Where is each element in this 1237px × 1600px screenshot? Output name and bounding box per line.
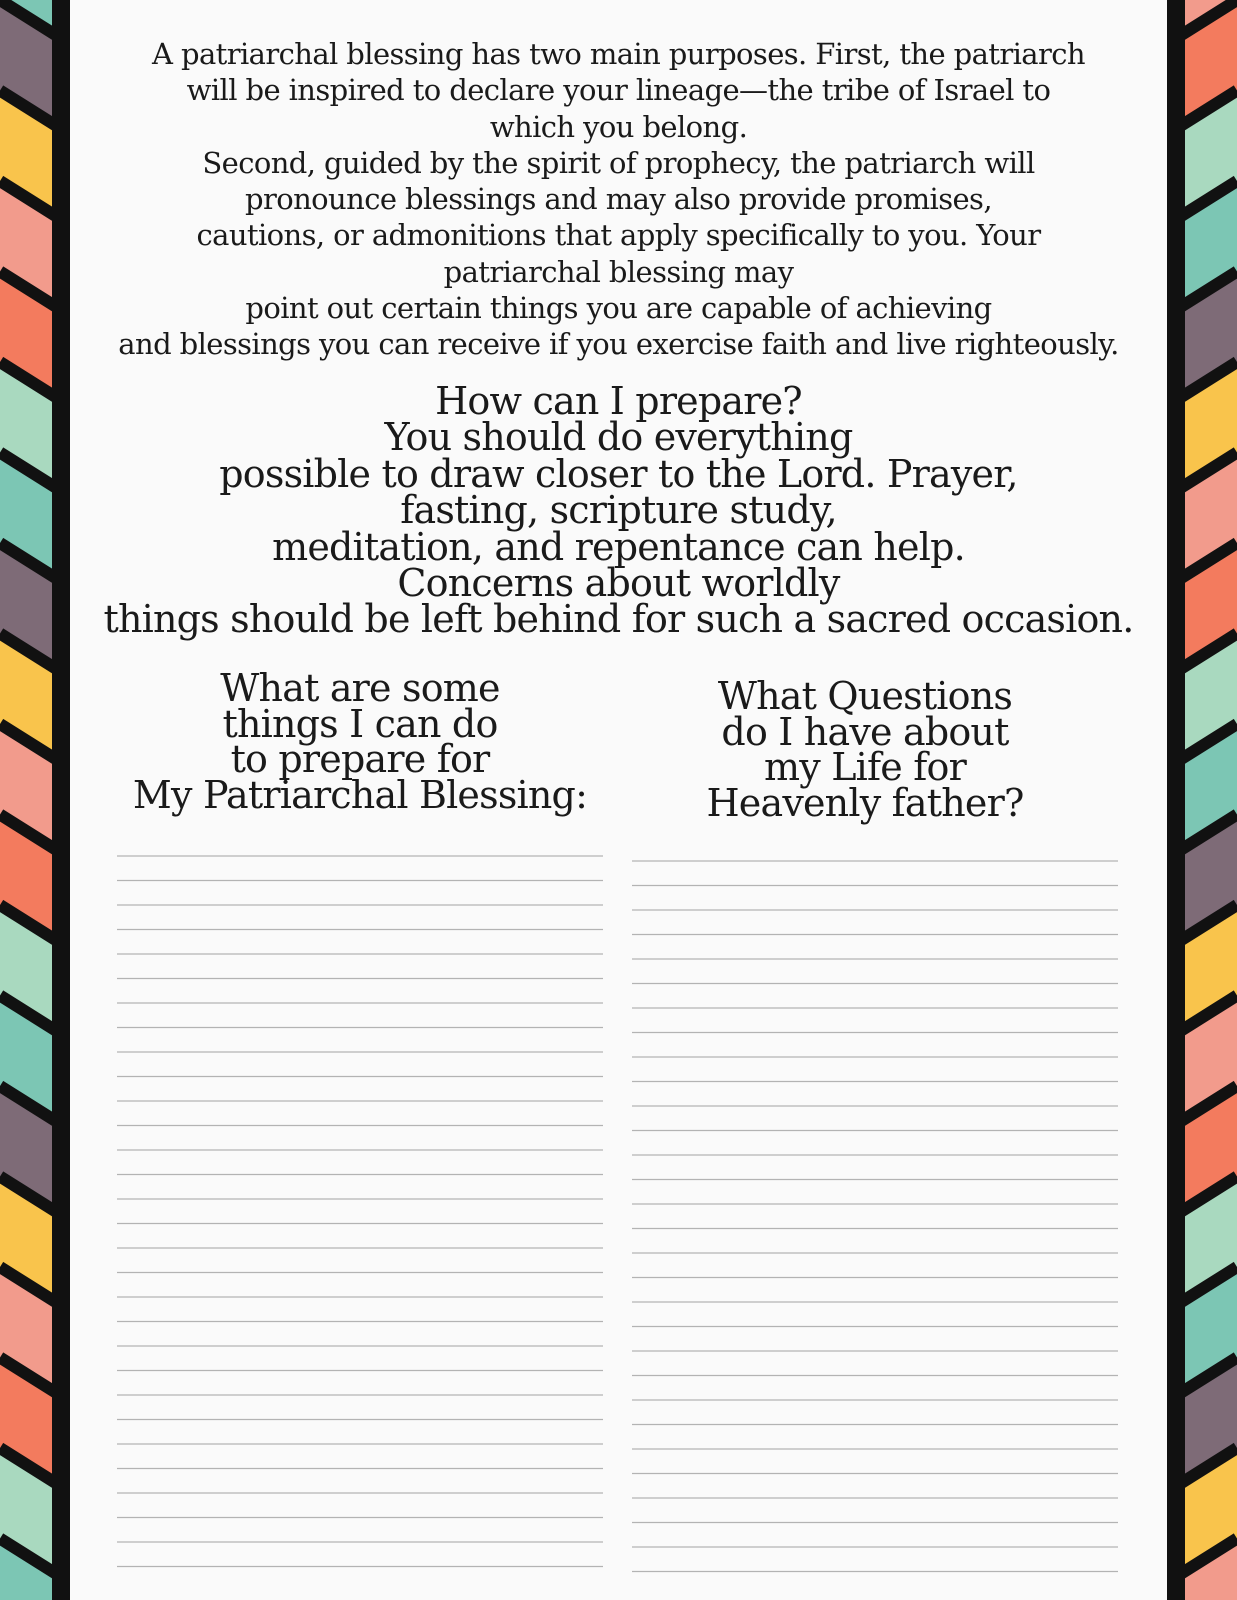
prepare-line: Concerns about worldly bbox=[397, 561, 840, 606]
prepare-line: You should do everything bbox=[384, 415, 853, 460]
right-heading-line: my Life for bbox=[764, 745, 966, 789]
writing-lines bbox=[70, 0, 1167, 1600]
border-edge bbox=[52, 0, 70, 1600]
intro-line: A patriarchal blessing has two main purposes. First, the patriarch bbox=[152, 37, 1085, 71]
border-edge bbox=[1167, 0, 1185, 1600]
prepare-line: meditation, and repentance can help. bbox=[272, 524, 965, 569]
intro-line: and blessings you can receive if you exercise faith and live righteously. bbox=[118, 327, 1119, 362]
intro-line: will be inspired to declare your lineage—the tribe of Israel to bbox=[186, 73, 1051, 108]
intro-line: patriarchal blessing may bbox=[443, 254, 794, 289]
prepare-line: possible to draw closer to the Lord. Prayer, bbox=[219, 451, 1018, 496]
prepare-line: fasting, scripture study, bbox=[400, 488, 837, 533]
intro-line: cautions, or admonitions that apply specifically to you. Your bbox=[196, 218, 1041, 253]
intro-line: Second, guided by the spirit of prophecy, the patriarch will bbox=[202, 145, 1035, 180]
right-writing-area[interactable] bbox=[632, 861, 1118, 1572]
worksheet-sheet bbox=[70, 0, 1167, 1600]
right-heading-line: do I have about bbox=[721, 709, 1009, 754]
left-heading-line: My Patriarchal Blessing: bbox=[132, 772, 588, 817]
right-heading-line: What Questions bbox=[717, 674, 1013, 718]
right-heading-line: Heavenly father? bbox=[706, 780, 1024, 825]
intro-line: point out certain things you are capable of achieving bbox=[245, 291, 992, 326]
left-heading-line: What are some bbox=[220, 666, 500, 710]
left-heading-line: things I can do bbox=[222, 701, 498, 746]
right-chevron-border bbox=[1167, 0, 1237, 1600]
intro-line: which you belong. bbox=[489, 109, 748, 144]
intro-line: pronounce blessings and may also provide promises, bbox=[245, 182, 992, 217]
left-heading-line: to prepare for bbox=[230, 737, 490, 781]
left-chevron-border bbox=[0, 0, 70, 1600]
left-writing-area[interactable] bbox=[117, 856, 603, 1567]
prepare-line: things should be left behind for such a sacred occasion. bbox=[103, 597, 1134, 642]
prepare-heading: How can I prepare? bbox=[435, 379, 802, 423]
